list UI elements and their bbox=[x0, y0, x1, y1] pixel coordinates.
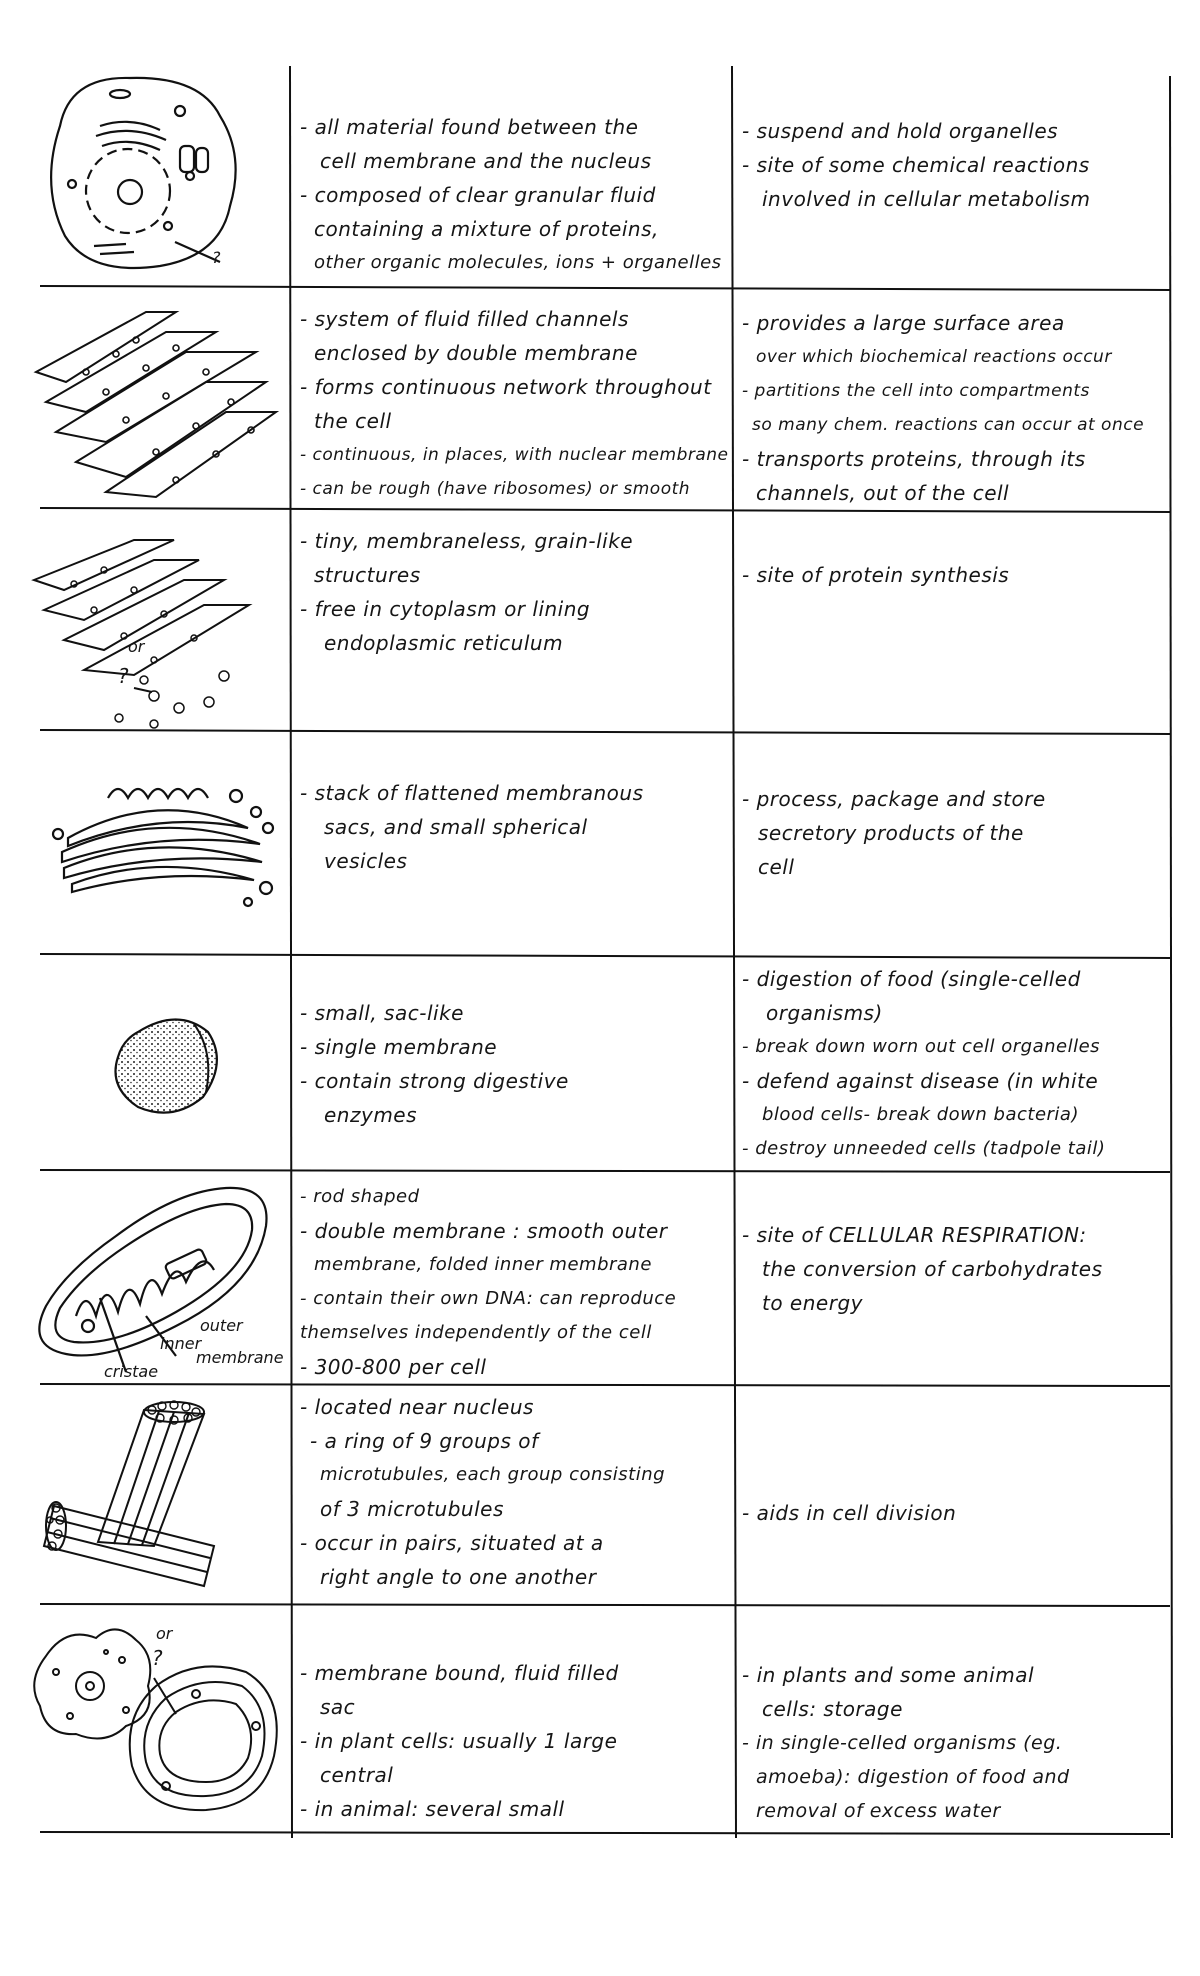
endoplasmic-reticulum-drawing bbox=[26, 292, 281, 502]
function-line: - process, package and store bbox=[742, 787, 1046, 811]
function-line: the conversion of carbohydrates bbox=[762, 1257, 1103, 1281]
lysosome-drawing bbox=[108, 1012, 228, 1122]
description-line: - system of fluid filled channels bbox=[300, 307, 629, 331]
function-line: over which biochemical reactions occur bbox=[756, 347, 1112, 367]
ribosome-drawing bbox=[24, 520, 269, 730]
function-line: - transports proteins, through its bbox=[742, 447, 1086, 471]
row-er-description bbox=[300, 302, 729, 506]
description-line: - 300-800 per cell bbox=[300, 1355, 487, 1379]
function-line: - in plants and some animal bbox=[742, 1663, 1035, 1687]
function-line: - suspend and hold organelles bbox=[742, 119, 1059, 143]
mitochondrion-drawing bbox=[26, 1176, 276, 1366]
function-line: involved in cellular metabolism bbox=[762, 187, 1091, 211]
row-lysosome-function bbox=[742, 962, 1105, 1166]
table-right-edge bbox=[1170, 76, 1172, 1838]
function-line: - site of some chemical reactions bbox=[742, 153, 1090, 177]
description-line: endoplasmic reticulum bbox=[324, 631, 564, 655]
description-line: - double membrane : smooth outer bbox=[300, 1219, 668, 1243]
function-line: - site of CELLULAR RESPIRATION: bbox=[742, 1223, 1087, 1247]
function-line: cells: storage bbox=[762, 1697, 903, 1721]
function-line: - provides a large surface area bbox=[742, 311, 1065, 335]
question-mark-label: ? bbox=[152, 1646, 163, 1670]
row-divider bbox=[40, 1384, 1170, 1386]
row-golgi-description bbox=[300, 776, 644, 878]
function-line: - site of protein synthesis bbox=[742, 563, 1010, 587]
description-line: enzymes bbox=[324, 1103, 418, 1127]
question-mark-label: ? bbox=[118, 664, 129, 688]
description-line: - tiny, membraneless, grain-like bbox=[300, 529, 634, 553]
description-line: central bbox=[320, 1763, 394, 1787]
function-line: - defend against disease (in white bbox=[742, 1069, 1099, 1093]
description-line: microtubules, each group consisting bbox=[320, 1464, 666, 1485]
description-line: - membrane bound, fluid filled bbox=[300, 1661, 619, 1685]
description-line: sacs, and small spherical bbox=[324, 815, 588, 839]
row-er-function bbox=[742, 306, 1144, 510]
description-line: sac bbox=[320, 1695, 356, 1719]
function-line: cell bbox=[758, 855, 795, 879]
description-line: - occur in pairs, situated at a bbox=[300, 1531, 604, 1555]
cytoplasm-drawing bbox=[30, 66, 270, 281]
function-line: - in single-celled organisms (eg. bbox=[742, 1732, 1063, 1754]
description-line: vesicles bbox=[324, 849, 408, 873]
row-divider bbox=[40, 286, 1170, 290]
row-cytoplasm-function bbox=[742, 114, 1090, 216]
function-line: channels, out of the cell bbox=[756, 481, 1010, 505]
description-line: enclosed by double membrane bbox=[314, 341, 638, 365]
membrane-label: membrane bbox=[196, 1348, 284, 1367]
description-line: - small, sac-like bbox=[300, 1001, 464, 1025]
column-divider-1 bbox=[290, 66, 292, 1838]
inner-label: inner bbox=[160, 1334, 202, 1353]
function-line: - partitions the cell into compartments bbox=[742, 381, 1090, 401]
description-line: themselves independently of the cell bbox=[300, 1322, 652, 1343]
table-bottom-edge bbox=[40, 1832, 1170, 1834]
row-ribosome-function bbox=[742, 558, 1009, 592]
golgi-apparatus-drawing bbox=[48, 768, 283, 908]
row-centriole-description bbox=[300, 1390, 665, 1594]
description-line: - located near nucleus bbox=[300, 1395, 534, 1419]
description-line: - stack of flattened membranous bbox=[300, 781, 644, 805]
description-line: structures bbox=[314, 563, 421, 587]
description-line: - all material found between the bbox=[300, 115, 639, 139]
function-line: so many chem. reactions can occur at once bbox=[752, 415, 1145, 435]
description-line: membrane, folded inner membrane bbox=[314, 1254, 652, 1275]
row-vacuole-description bbox=[300, 1656, 619, 1826]
function-line: amoeba): digestion of food and bbox=[756, 1766, 1070, 1788]
description-line: - contain their own DNA: can reproduce bbox=[300, 1288, 677, 1309]
description-line: - in animal: several small bbox=[300, 1797, 565, 1821]
description-line: - single membrane bbox=[300, 1035, 498, 1059]
description-line: - composed of clear granular fluid bbox=[300, 183, 656, 207]
row-vacuole-function bbox=[742, 1658, 1070, 1828]
row-mitochondrion-function bbox=[742, 1218, 1103, 1320]
description-line: of 3 microtubules bbox=[320, 1497, 504, 1521]
description-line: - rod shaped bbox=[300, 1186, 420, 1207]
description-line: - forms continuous network throughout bbox=[300, 375, 712, 399]
function-line: - destroy unneeded cells (tadpole tail) bbox=[742, 1138, 1106, 1159]
description-line: right angle to one another bbox=[320, 1565, 597, 1589]
row-cytoplasm-description bbox=[300, 110, 722, 280]
row-centriole-function bbox=[742, 1496, 956, 1530]
or-label: or bbox=[128, 637, 145, 656]
function-line: blood cells- break down bacteria) bbox=[762, 1104, 1079, 1125]
function-line: secretory products of the bbox=[758, 821, 1024, 845]
function-line: - break down worn out cell organelles bbox=[742, 1036, 1101, 1057]
row-lysosome-description bbox=[300, 996, 569, 1132]
description-line: - free in cytoplasm or lining bbox=[300, 597, 591, 621]
function-line: organisms) bbox=[766, 1001, 883, 1025]
description-line: containing a mixture of proteins, bbox=[314, 217, 659, 241]
function-line: to energy bbox=[762, 1291, 863, 1315]
function-line: removal of excess water bbox=[756, 1800, 1001, 1822]
description-line: the cell bbox=[314, 409, 392, 433]
description-line: - a ring of 9 groups of bbox=[310, 1429, 539, 1453]
row-divider bbox=[40, 1170, 1170, 1172]
row-divider bbox=[40, 730, 1170, 734]
column-divider-2 bbox=[732, 66, 736, 1838]
description-line: - in plant cells: usually 1 large bbox=[300, 1729, 618, 1753]
description-line: - continuous, in places, with nuclear membrane bbox=[300, 445, 729, 465]
description-line: - contain strong digestive bbox=[300, 1069, 569, 1093]
row-golgi-function bbox=[742, 782, 1046, 884]
function-line: - aids in cell division bbox=[742, 1501, 957, 1525]
outer-label: outer bbox=[200, 1316, 243, 1335]
question-mark-label: ? bbox=[212, 248, 221, 267]
row-mitochondrion-description bbox=[300, 1180, 676, 1384]
or-label: or bbox=[156, 1624, 173, 1643]
centriole-drawing bbox=[44, 1396, 224, 1596]
description-line: other organic molecules, ions + organelles bbox=[314, 252, 722, 273]
function-line: - digestion of food (single-celled bbox=[742, 967, 1081, 991]
description-line: cell membrane and the nucleus bbox=[320, 149, 652, 173]
description-line: - can be rough (have ribosomes) or smooth bbox=[300, 479, 691, 499]
cristae-label: cristae bbox=[104, 1362, 159, 1381]
row-ribosome-description bbox=[300, 524, 633, 660]
row-divider bbox=[40, 1604, 1170, 1606]
row-divider bbox=[40, 954, 1170, 958]
